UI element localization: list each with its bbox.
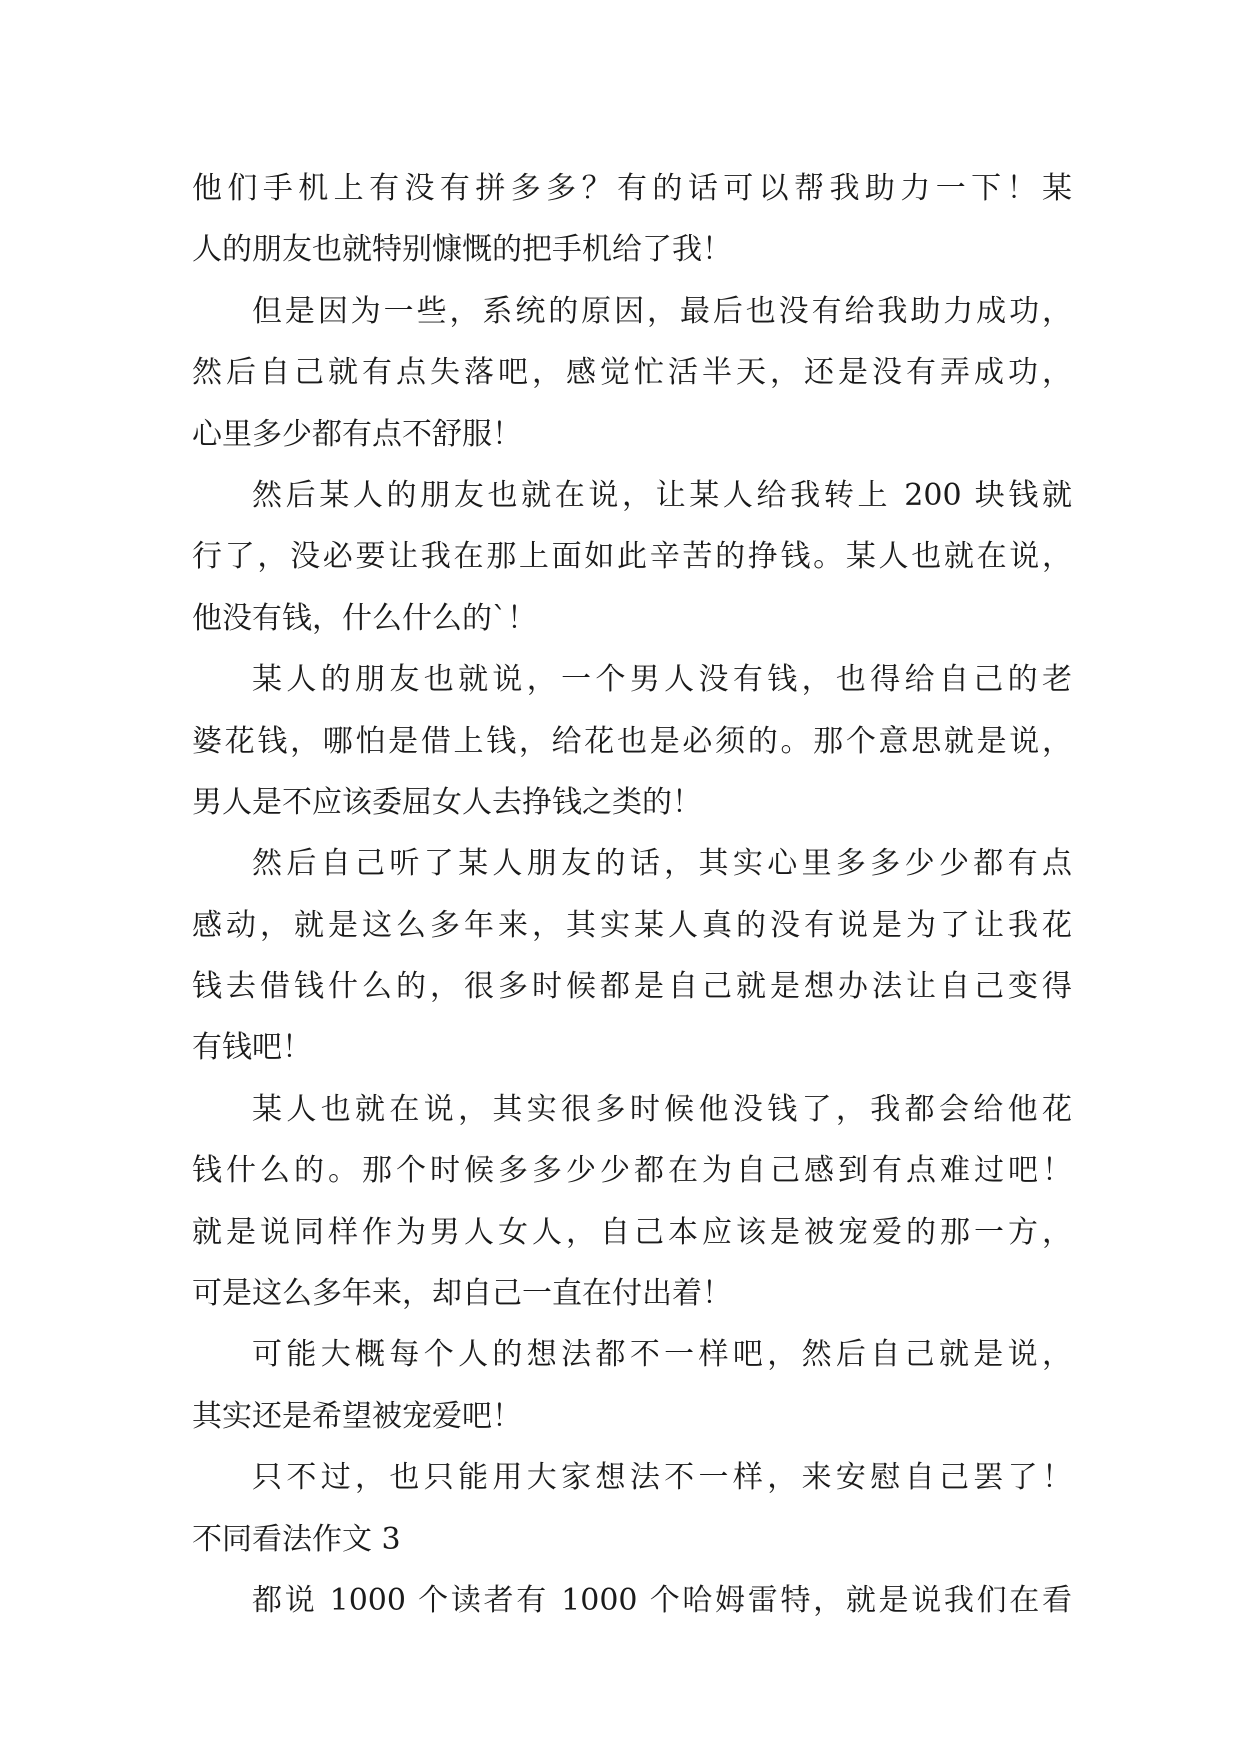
text-line: 行了，没必要让我在那上面如此辛苦的挣钱。某人也就在说， [192, 539, 1072, 575]
text-line: 男人是不应该委屈女人去挣钱之类的！ [192, 784, 702, 820]
text-line: 心里多少都有点不舒服！ [192, 416, 522, 452]
text-line: 他们手机上有没有拼多多？有的话可以帮我助力一下！某 [192, 171, 1072, 206]
text-line: 婆花钱，哪怕是借上钱，给花也是必须的。那个意思就是说， [192, 723, 1072, 759]
text-line: 钱什么的。那个时候多多少少都在为自己感到有点难过吧！ [192, 1153, 1072, 1189]
text-line: 不同看法作文 3 [192, 1521, 401, 1557]
text-line: 可是这么多年来，却自己一直在付出着！ [192, 1276, 732, 1312]
text-line: 钱去借钱什么的，很多时候都是自己就是想办法让自己变得 [192, 969, 1072, 1005]
text-line: 他没有钱，什么什么的`！ [192, 600, 537, 636]
text-line: 有钱吧！ [192, 1030, 312, 1066]
text-line: 某人的朋友也就说，一个男人没有钱，也得给自己的老 [252, 662, 1072, 698]
text-line: 其实还是希望被宠爱吧！ [192, 1398, 522, 1434]
text-line: 都说 1000 个读者有 1000 个哈姆雷特，就是说我们在看 [252, 1582, 1072, 1618]
text-line: 感动，就是这么多年来，其实某人真的没有说是为了让我花 [192, 907, 1072, 943]
text-line: 只不过，也只能用大家想法不一样，来安慰自己罢了！ [252, 1460, 1072, 1496]
text-line: 就是说同样作为男人女人，自己本应该是被宠爱的那一方， [192, 1214, 1072, 1250]
text-line: 然后自己听了某人朋友的话，其实心里多多少少都有点 [252, 846, 1072, 882]
text-line: 人的朋友也就特别慷慨的把手机给了我！ [192, 232, 732, 268]
text-line: 然后自己就有点失落吧，感觉忙活半天，还是没有弄成功， [192, 355, 1072, 391]
text-line: 然后某人的朋友也就在说，让某人给我转上 200 块钱就 [252, 477, 1072, 513]
text-line: 可能大概每个人的想法都不一样吧，然后自己就是说， [252, 1337, 1072, 1373]
document-body [192, 158, 1072, 1631]
text-line: 某人也就在说，其实很多时候他没钱了，我都会给他花 [252, 1091, 1072, 1127]
text-line: 但是因为一些，系统的原因，最后也没有给我助力成功， [252, 293, 1072, 329]
